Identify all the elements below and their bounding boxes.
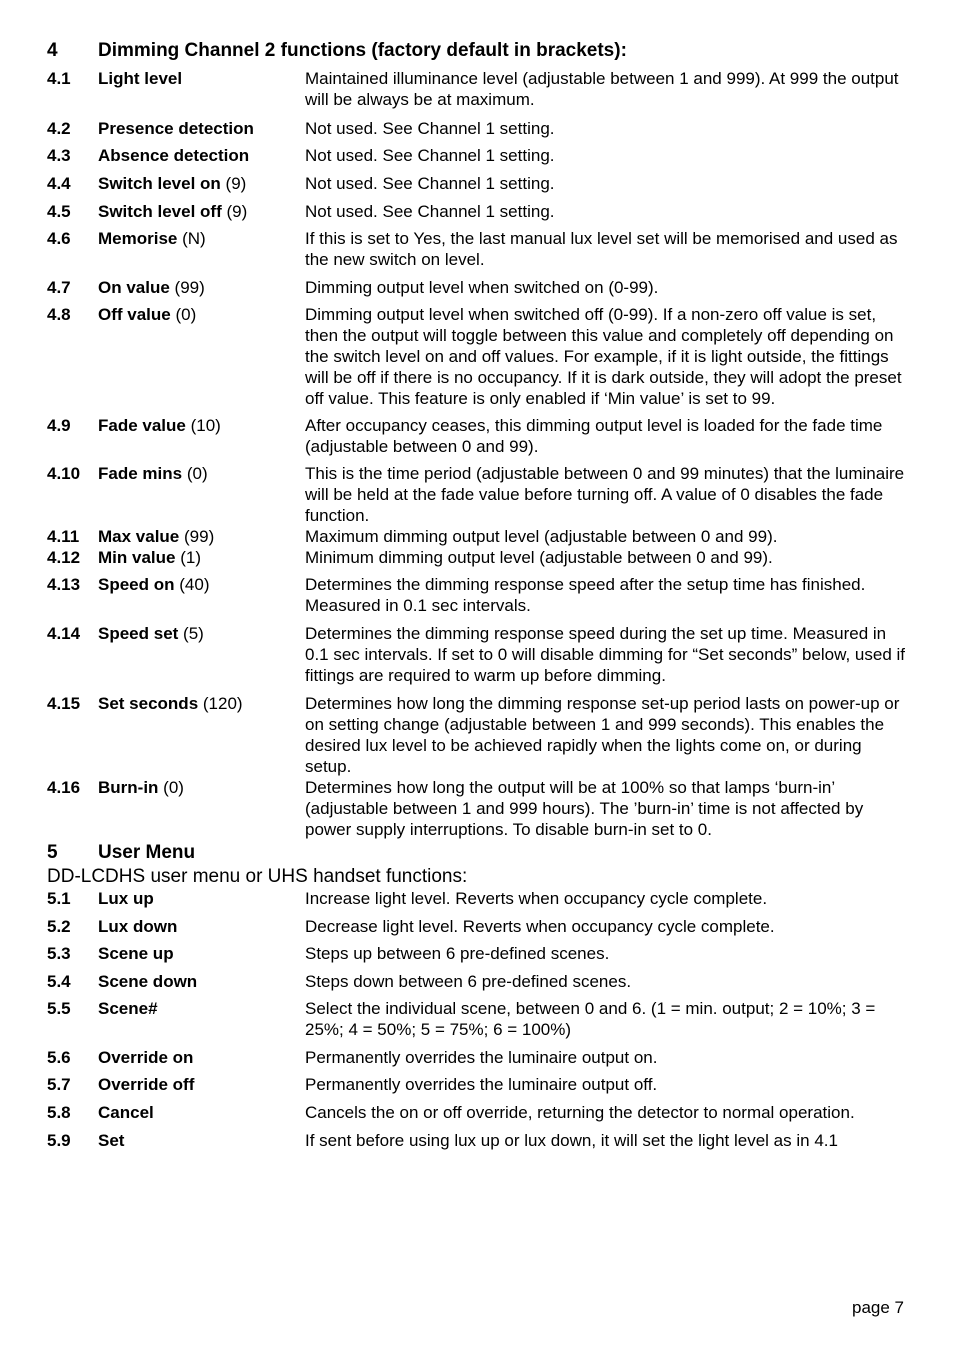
item-number: 5.2 bbox=[47, 917, 71, 936]
item-number: 4.13 bbox=[47, 575, 81, 594]
item-description: Not used. See Channel 1 setting. bbox=[305, 119, 555, 138]
item-number: 5.8 bbox=[47, 1103, 71, 1122]
item-description: Determines the dimming response speed after the setup time has finished. Measured in 0.1 sec intervals. bbox=[305, 575, 866, 615]
setting-row bbox=[47, 118, 907, 139]
item-description: Minimum dimming output level (adjustable between 0 and 99). bbox=[305, 548, 773, 567]
item-number: 4.15 bbox=[47, 694, 81, 713]
item-name: Presence detection bbox=[98, 119, 254, 138]
item-default: (9) bbox=[226, 202, 248, 221]
item-default: (120) bbox=[202, 694, 243, 713]
menu-row bbox=[47, 943, 907, 964]
item-number: 5.3 bbox=[47, 944, 71, 963]
item-name: Light level bbox=[98, 69, 183, 88]
item-name: Set seconds (120) bbox=[98, 694, 243, 713]
item-default: (5) bbox=[183, 624, 204, 643]
section-number: 4 bbox=[47, 40, 58, 61]
menu-row bbox=[47, 1047, 907, 1068]
item-name: On value (99) bbox=[98, 278, 205, 297]
setting-row bbox=[47, 304, 907, 409]
item-name: Absence detection bbox=[98, 146, 250, 165]
section-number: 5 bbox=[47, 842, 58, 863]
section-5-heading bbox=[47, 842, 907, 864]
item-description: Decrease light level. Reverts when occupancy cycle complete. bbox=[305, 917, 775, 936]
item-name: Switch level on (9) bbox=[98, 174, 247, 193]
item-description: Permanently overrides the luminaire output off. bbox=[305, 1075, 658, 1094]
section-4-heading bbox=[47, 40, 907, 62]
item-name: Scene up bbox=[98, 944, 174, 963]
item-description: Select the individual scene, between 0 and 6. (1 = min. output; 2 = 10%; 3 = 25%; 4 = 50%; 5 = 75%; 6 = 100%) bbox=[305, 999, 876, 1039]
item-description: Determines how long the dimming response set-up period lasts on power-up or on setting change (adjustable between 1 and 999 seconds). This enables the desired lux level to be achieved rapidly when the lights come on, or during setup. bbox=[305, 694, 900, 776]
item-number: 4.6 bbox=[47, 229, 71, 248]
item-description: Not used. See Channel 1 setting. bbox=[305, 202, 555, 221]
item-number: 5.7 bbox=[47, 1075, 71, 1094]
menu-row bbox=[47, 1074, 907, 1095]
item-description: Maximum dimming output level (adjustable between 0 and 99). bbox=[305, 527, 778, 546]
item-default: (1) bbox=[180, 548, 201, 567]
item-description: If sent before using lux up or lux down, it will set the light level as in 4.1 bbox=[305, 1131, 838, 1150]
item-description: Dimming output level when switched off (0-99). If a non-zero off value is set, then the output will toggle between this value and completely off depending on the switch level on and off values. For example, if it is light outside, the fittings will be off if there is no occupancy. If it is dark outside, they will adopt the preset off value. This feature is only enabled if ‘Min value’ is set to 99. bbox=[305, 305, 902, 408]
item-number: 4.4 bbox=[47, 174, 71, 193]
item-number: 4.12 bbox=[47, 548, 81, 567]
item-number: 4.9 bbox=[47, 416, 71, 435]
item-description: After occupancy ceases, this dimming output level is loaded for the fade time (adjustable between 0 and 99). bbox=[305, 416, 883, 456]
setting-row bbox=[47, 693, 907, 777]
setting-row bbox=[47, 415, 907, 457]
item-default: (99) bbox=[184, 527, 215, 546]
item-number: 5.6 bbox=[47, 1048, 71, 1067]
item-description: Determines the dimming response speed during the set up time. Measured in 0.1 sec intervals. If set to 0 will disable dimming for “Set seconds” below, used if fittings are required to warm up before dimming. bbox=[305, 624, 905, 685]
menu-row bbox=[47, 998, 907, 1040]
item-default: (0) bbox=[175, 305, 197, 324]
item-name: Scene# bbox=[98, 999, 158, 1018]
item-description: This is the time period (adjustable between 0 and 99 minutes) that the luminaire will be held at the fade value before turning off. A value of 0 disables the fade function. bbox=[305, 464, 905, 525]
item-name: Scene down bbox=[98, 972, 198, 991]
item-name: Memorise (N) bbox=[98, 229, 206, 248]
setting-row bbox=[47, 277, 907, 298]
section-title: User Menu bbox=[98, 842, 196, 863]
item-description: Steps up between 6 pre-defined scenes. bbox=[305, 944, 610, 963]
item-default: (9) bbox=[225, 174, 247, 193]
menu-row bbox=[47, 888, 907, 909]
item-description: Permanently overrides the luminaire output on. bbox=[305, 1048, 658, 1067]
item-number: 4.7 bbox=[47, 278, 71, 297]
item-name: Off value (0) bbox=[98, 305, 197, 324]
item-name: Min value (1) bbox=[98, 548, 201, 567]
item-number: 4.8 bbox=[47, 305, 71, 324]
item-description: Not used. See Channel 1 setting. bbox=[305, 146, 555, 165]
item-name: Lux up bbox=[98, 889, 154, 908]
item-number: 4.5 bbox=[47, 202, 71, 221]
document-page bbox=[47, 40, 907, 1151]
item-name: Override off bbox=[98, 1075, 195, 1094]
setting-row bbox=[47, 145, 907, 166]
section-intro: DD-LCDHS user menu or UHS handset functions: bbox=[47, 866, 468, 887]
item-description: Maintained illuminance level (adjustable between 1 and 999). At 999 the output will be always be at maximum. bbox=[305, 69, 899, 109]
setting-row bbox=[47, 574, 907, 616]
menu-row bbox=[47, 916, 907, 937]
item-default: (10) bbox=[190, 416, 221, 435]
item-description: Not used. See Channel 1 setting. bbox=[305, 174, 555, 193]
item-description: Cancels the on or off override, returning the detector to normal operation. bbox=[305, 1103, 855, 1122]
item-description: If this is set to Yes, the last manual lux level set will be memorised and used as the new switch on level. bbox=[305, 229, 898, 269]
item-default: (0) bbox=[163, 778, 184, 797]
setting-row bbox=[47, 173, 907, 194]
page-number: page 7 bbox=[852, 1298, 904, 1317]
setting-row bbox=[47, 526, 907, 547]
menu-row bbox=[47, 971, 907, 992]
item-default: (99) bbox=[174, 278, 205, 297]
item-name: Fade value (10) bbox=[98, 416, 221, 435]
item-description: Steps down between 6 pre-defined scenes. bbox=[305, 972, 632, 991]
item-number: 4.11 bbox=[47, 527, 80, 546]
setting-row bbox=[47, 547, 907, 568]
item-name: Set bbox=[98, 1131, 125, 1150]
menu-row bbox=[47, 1130, 907, 1151]
item-default: (0) bbox=[186, 464, 208, 483]
item-name: Override on bbox=[98, 1048, 194, 1067]
item-description: Increase light level. Reverts when occupancy cycle complete. bbox=[305, 889, 768, 908]
item-description: Dimming output level when switched on (0-99). bbox=[305, 278, 659, 297]
item-name: Max value (99) bbox=[98, 527, 215, 546]
setting-row bbox=[47, 228, 907, 270]
item-number: 4.14 bbox=[47, 624, 81, 643]
item-number: 5.5 bbox=[47, 999, 71, 1018]
item-default: (40) bbox=[179, 575, 210, 594]
item-name: Speed set (5) bbox=[98, 624, 204, 643]
item-number: 4.3 bbox=[47, 146, 71, 165]
setting-row bbox=[47, 463, 907, 526]
item-name: Speed on (40) bbox=[98, 575, 210, 594]
setting-row bbox=[47, 68, 907, 110]
setting-row bbox=[47, 201, 907, 222]
item-number: 4.1 bbox=[47, 69, 71, 88]
item-number: 4.10 bbox=[47, 464, 81, 483]
item-description: Determines how long the output will be at 100% so that lamps ‘burn-in’ (adjustable between 1 and 999 hours). The ’burn-in’ time is not affected by power supply interruptions. To disable burn-in set to 0. bbox=[305, 778, 864, 839]
item-name: Cancel bbox=[98, 1103, 154, 1122]
item-name: Burn-in (0) bbox=[98, 778, 184, 797]
setting-row bbox=[47, 623, 907, 686]
setting-row bbox=[47, 777, 907, 840]
item-name: Lux down bbox=[98, 917, 178, 936]
item-default: (N) bbox=[182, 229, 206, 248]
item-number: 5.4 bbox=[47, 972, 71, 991]
item-number: 5.9 bbox=[47, 1131, 71, 1150]
item-name: Switch level off (9) bbox=[98, 202, 248, 221]
item-name: Fade mins (0) bbox=[98, 464, 208, 483]
section-title: Dimming Channel 2 functions (factory default in brackets): bbox=[98, 40, 627, 61]
item-number: 4.16 bbox=[47, 778, 81, 797]
menu-row bbox=[47, 1102, 907, 1123]
item-number: 4.2 bbox=[47, 119, 71, 138]
item-number: 5.1 bbox=[47, 889, 71, 908]
